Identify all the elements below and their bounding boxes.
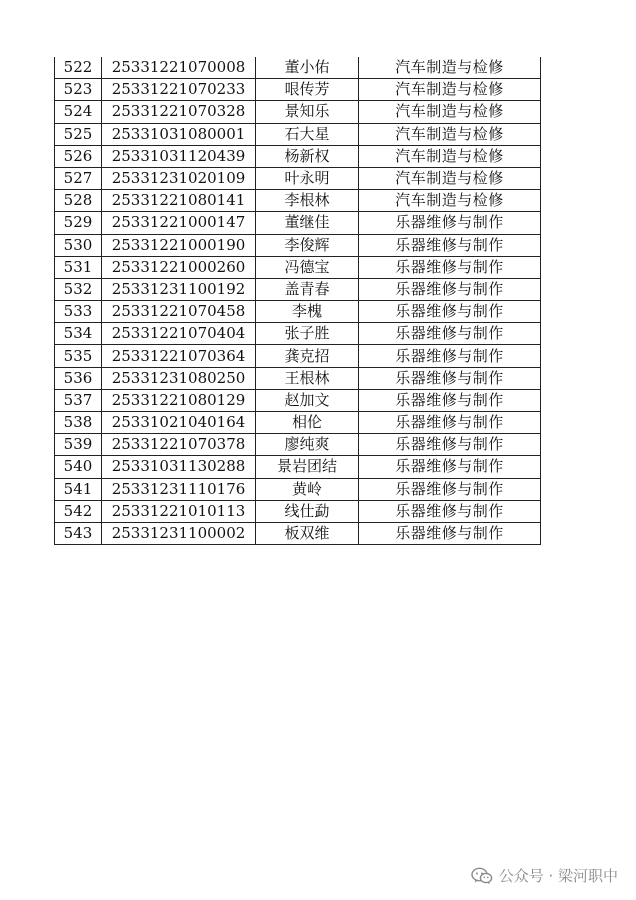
seq-cell: 528 (55, 190, 102, 212)
name-cell: 冯德宝 (256, 256, 359, 278)
student-id-cell: 25331221080129 (102, 389, 256, 411)
seq-cell: 537 (55, 389, 102, 411)
name-cell: 董小佑 (256, 57, 359, 79)
table-row (55, 145, 541, 167)
major-cell: 乐器维修与制作 (359, 522, 541, 544)
name-cell: 叶永明 (256, 167, 359, 189)
seq-cell: 541 (55, 478, 102, 500)
major-cell: 乐器维修与制作 (359, 412, 541, 434)
roster-body (55, 57, 541, 545)
table-row (55, 434, 541, 456)
seq-cell: 524 (55, 101, 102, 123)
seq-cell: 522 (55, 57, 102, 79)
seq-cell: 539 (55, 434, 102, 456)
seq-cell: 536 (55, 367, 102, 389)
major-cell: 汽车制造与检修 (359, 101, 541, 123)
table-row (55, 456, 541, 478)
major-cell: 乐器维修与制作 (359, 478, 541, 500)
table-row (55, 323, 541, 345)
table-row (55, 389, 541, 411)
major-cell: 汽车制造与检修 (359, 57, 541, 79)
major-cell: 乐器维修与制作 (359, 456, 541, 478)
watermark-text: 公众号 · 梁河职中 (498, 867, 618, 885)
student-id-cell: 25331221070364 (102, 345, 256, 367)
table-row (55, 79, 541, 101)
wechat-icon (471, 867, 493, 885)
major-cell: 乐器维修与制作 (359, 345, 541, 367)
name-cell: 李根林 (256, 190, 359, 212)
table-row (55, 212, 541, 234)
student-id-cell: 25331231100192 (102, 278, 256, 300)
name-cell: 杨新权 (256, 145, 359, 167)
major-cell: 乐器维修与制作 (359, 301, 541, 323)
name-cell: 相伦 (256, 412, 359, 434)
seq-cell: 525 (55, 123, 102, 145)
seq-cell: 523 (55, 79, 102, 101)
student-id-cell: 25331221000147 (102, 212, 256, 234)
table-row (55, 167, 541, 189)
table-row (55, 478, 541, 500)
student-id-cell: 25331031130288 (102, 456, 256, 478)
name-cell: 李俊辉 (256, 234, 359, 256)
major-cell: 汽车制造与检修 (359, 79, 541, 101)
name-cell: 王根林 (256, 367, 359, 389)
student-id-cell: 25331221070328 (102, 101, 256, 123)
table-row (55, 367, 541, 389)
seq-cell: 529 (55, 212, 102, 234)
seq-cell: 526 (55, 145, 102, 167)
name-cell: 赵加文 (256, 389, 359, 411)
major-cell: 乐器维修与制作 (359, 323, 541, 345)
table-row (55, 522, 541, 544)
table-row (55, 101, 541, 123)
student-id-cell: 25331031120439 (102, 145, 256, 167)
seq-cell: 532 (55, 278, 102, 300)
seq-cell: 540 (55, 456, 102, 478)
seq-cell: 542 (55, 500, 102, 522)
table-row (55, 278, 541, 300)
major-cell: 乐器维修与制作 (359, 278, 541, 300)
seq-cell: 533 (55, 301, 102, 323)
name-cell: 景岩团结 (256, 456, 359, 478)
student-id-cell: 25331221070378 (102, 434, 256, 456)
student-id-cell: 25331231020109 (102, 167, 256, 189)
name-cell: 石大星 (256, 123, 359, 145)
major-cell: 汽车制造与检修 (359, 167, 541, 189)
name-cell: 线仕勐 (256, 500, 359, 522)
name-cell: 廖纯爽 (256, 434, 359, 456)
major-cell: 乐器维修与制作 (359, 234, 541, 256)
major-cell: 乐器维修与制作 (359, 256, 541, 278)
student-id-cell: 25331031080001 (102, 123, 256, 145)
student-id-cell: 25331221000190 (102, 234, 256, 256)
seq-cell: 543 (55, 522, 102, 544)
student-id-cell: 25331221010113 (102, 500, 256, 522)
seq-cell: 527 (55, 167, 102, 189)
table-row (55, 234, 541, 256)
seq-cell: 531 (55, 256, 102, 278)
name-cell: 董继佳 (256, 212, 359, 234)
major-cell: 乐器维修与制作 (359, 389, 541, 411)
student-id-cell: 25331231080250 (102, 367, 256, 389)
name-cell: 黄岭 (256, 478, 359, 500)
student-id-cell: 25331221080141 (102, 190, 256, 212)
seq-cell: 530 (55, 234, 102, 256)
name-cell: 景知乐 (256, 101, 359, 123)
name-cell: 李槐 (256, 301, 359, 323)
seq-cell: 538 (55, 412, 102, 434)
major-cell: 乐器维修与制作 (359, 434, 541, 456)
table-row (55, 123, 541, 145)
student-id-cell: 25331221070404 (102, 323, 256, 345)
student-id-cell: 25331231110176 (102, 478, 256, 500)
student-id-cell: 25331221000260 (102, 256, 256, 278)
name-cell: 龚克招 (256, 345, 359, 367)
student-id-cell: 25331231100002 (102, 522, 256, 544)
student-id-cell: 25331221070458 (102, 301, 256, 323)
name-cell: 盖青春 (256, 278, 359, 300)
roster-table (54, 57, 541, 545)
name-cell: 张子胜 (256, 323, 359, 345)
major-cell: 乐器维修与制作 (359, 212, 541, 234)
major-cell: 乐器维修与制作 (359, 367, 541, 389)
table-row (55, 57, 541, 79)
name-cell: 板双维 (256, 522, 359, 544)
account-watermark (471, 865, 618, 886)
student-id-cell: 25331021040164 (102, 412, 256, 434)
table-row (55, 190, 541, 212)
table-row (55, 301, 541, 323)
major-cell: 汽车制造与检修 (359, 123, 541, 145)
student-id-cell: 25331221070233 (102, 79, 256, 101)
table-row (55, 256, 541, 278)
seq-cell: 534 (55, 323, 102, 345)
table-row (55, 345, 541, 367)
seq-cell: 535 (55, 345, 102, 367)
major-cell: 汽车制造与检修 (359, 145, 541, 167)
major-cell: 汽车制造与检修 (359, 190, 541, 212)
table-row (55, 412, 541, 434)
name-cell: 哏传芳 (256, 79, 359, 101)
student-id-cell: 25331221070008 (102, 57, 256, 79)
major-cell: 乐器维修与制作 (359, 500, 541, 522)
table-row (55, 500, 541, 522)
